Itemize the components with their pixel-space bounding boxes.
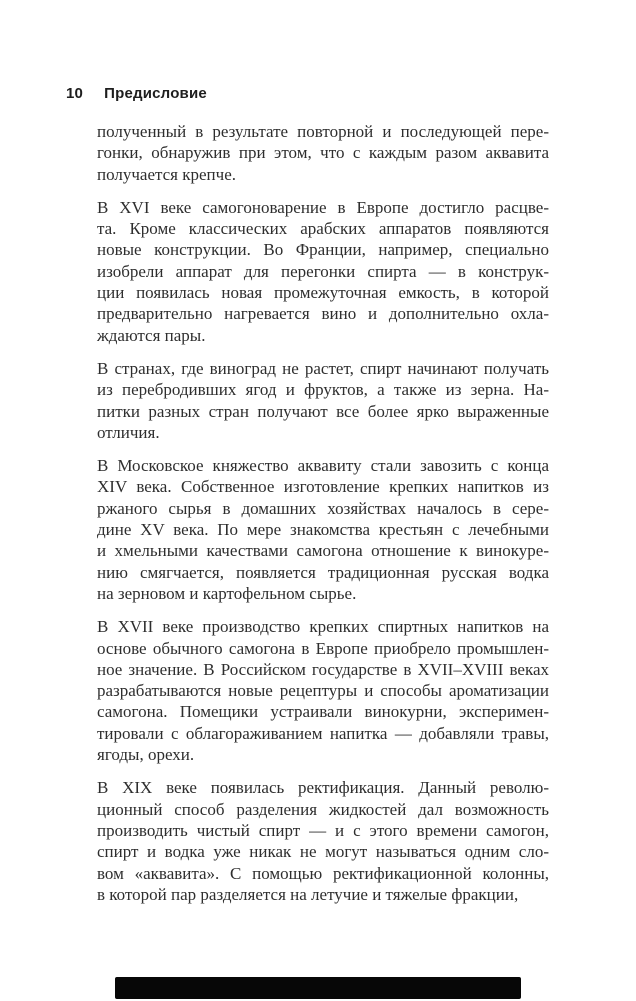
chapter-title: Предисловие: [104, 85, 207, 102]
paragraph: [97, 616, 549, 765]
text-line: новые конструкции. Во Франции, например, специально: [97, 240, 549, 260]
text-line: питки разных стран получают все более ярко выраженные: [97, 401, 549, 421]
paragraph: [97, 197, 549, 346]
text-line: ное значение. В Российском государстве в XVII–XVIII веках: [97, 659, 549, 679]
text-line: ржаного сырья в домашних хозяйствах началось в сере-: [97, 498, 549, 518]
text-line: гонки, обнаружив при этом, что с каждым разом аквавита: [97, 143, 549, 163]
page-body: [97, 121, 549, 917]
text-line: изобрели аппарат для перегонки спирта — в конструк-: [97, 261, 549, 281]
text-line: разрабатываются новые рецептуры и способы ароматизации: [97, 681, 549, 701]
text-line: самогона. Помещики устраивали винокурни, эксперимен-: [97, 702, 549, 722]
text-line: основе обычного самогона в Европе приобрело промышлен-: [97, 638, 549, 658]
paragraph: [97, 455, 549, 604]
text-line: В XVI веке самогоноварение в Европе достигло расцве-: [97, 197, 549, 217]
text-line: ционный способ разделения жидкостей дал возможность: [97, 799, 549, 819]
text-line: нию смягчается, появляется традиционная русская водка: [97, 562, 549, 582]
text-line: вом «аквавита». С помощью ректификационной колонны,: [97, 863, 549, 883]
text-line: тировали с облагораживанием напитка — добавляли травы,: [97, 723, 549, 743]
text-line: предварительно нагревается вино и дополнительно охла-: [97, 304, 549, 324]
text-line: дине XV века. По мере знакомства крестьян с лечебными: [97, 520, 549, 540]
text-line: получается крепче.: [97, 164, 236, 184]
text-line: на зерновом и картофельном сырье.: [97, 583, 357, 603]
text-line: в которой пар разделяется на летучие и тяжелые фракции,: [97, 884, 519, 904]
text-line: ции появилась новая промежуточная емкость, в которой: [97, 283, 549, 303]
paragraph: [97, 358, 549, 443]
text-line: производить чистый спирт — и с этого времени самогон,: [97, 820, 549, 840]
bottom-bar: [115, 977, 521, 999]
text-line: ягоды, орехи.: [97, 745, 195, 765]
text-line: XIV века. Собственное изготовление крепких напитков из: [97, 477, 549, 497]
text-line: В Московское княжество аквавиту стали завозить с конца: [97, 456, 549, 476]
text-line: та. Кроме классических арабских аппаратов появляются: [97, 219, 549, 239]
paragraph: [97, 121, 549, 185]
text-line: из перебродивших ягод и фруктов, а также из зерна. На-: [97, 380, 549, 400]
paragraph: [97, 777, 549, 905]
text-line: отличия.: [97, 422, 160, 442]
text-line: полученный в результате повторной и последующей пере-: [97, 122, 549, 141]
running-head: [66, 85, 207, 102]
text-line: ждаются пары.: [97, 325, 206, 345]
text-line: спирт и водка уже никак не могут называться одним сло-: [97, 842, 549, 862]
page-number: 10: [66, 85, 84, 102]
text-line: и хмельными качествами самогона отношение к винокуре-: [97, 541, 549, 561]
text-line: В XIX веке появилась ректификация. Данный револю-: [97, 778, 549, 798]
text-line: В XVII веке производство крепких спиртных напитков на: [97, 617, 549, 637]
text-line: В странах, где виноград не растет, спирт начинают получать: [97, 358, 549, 378]
